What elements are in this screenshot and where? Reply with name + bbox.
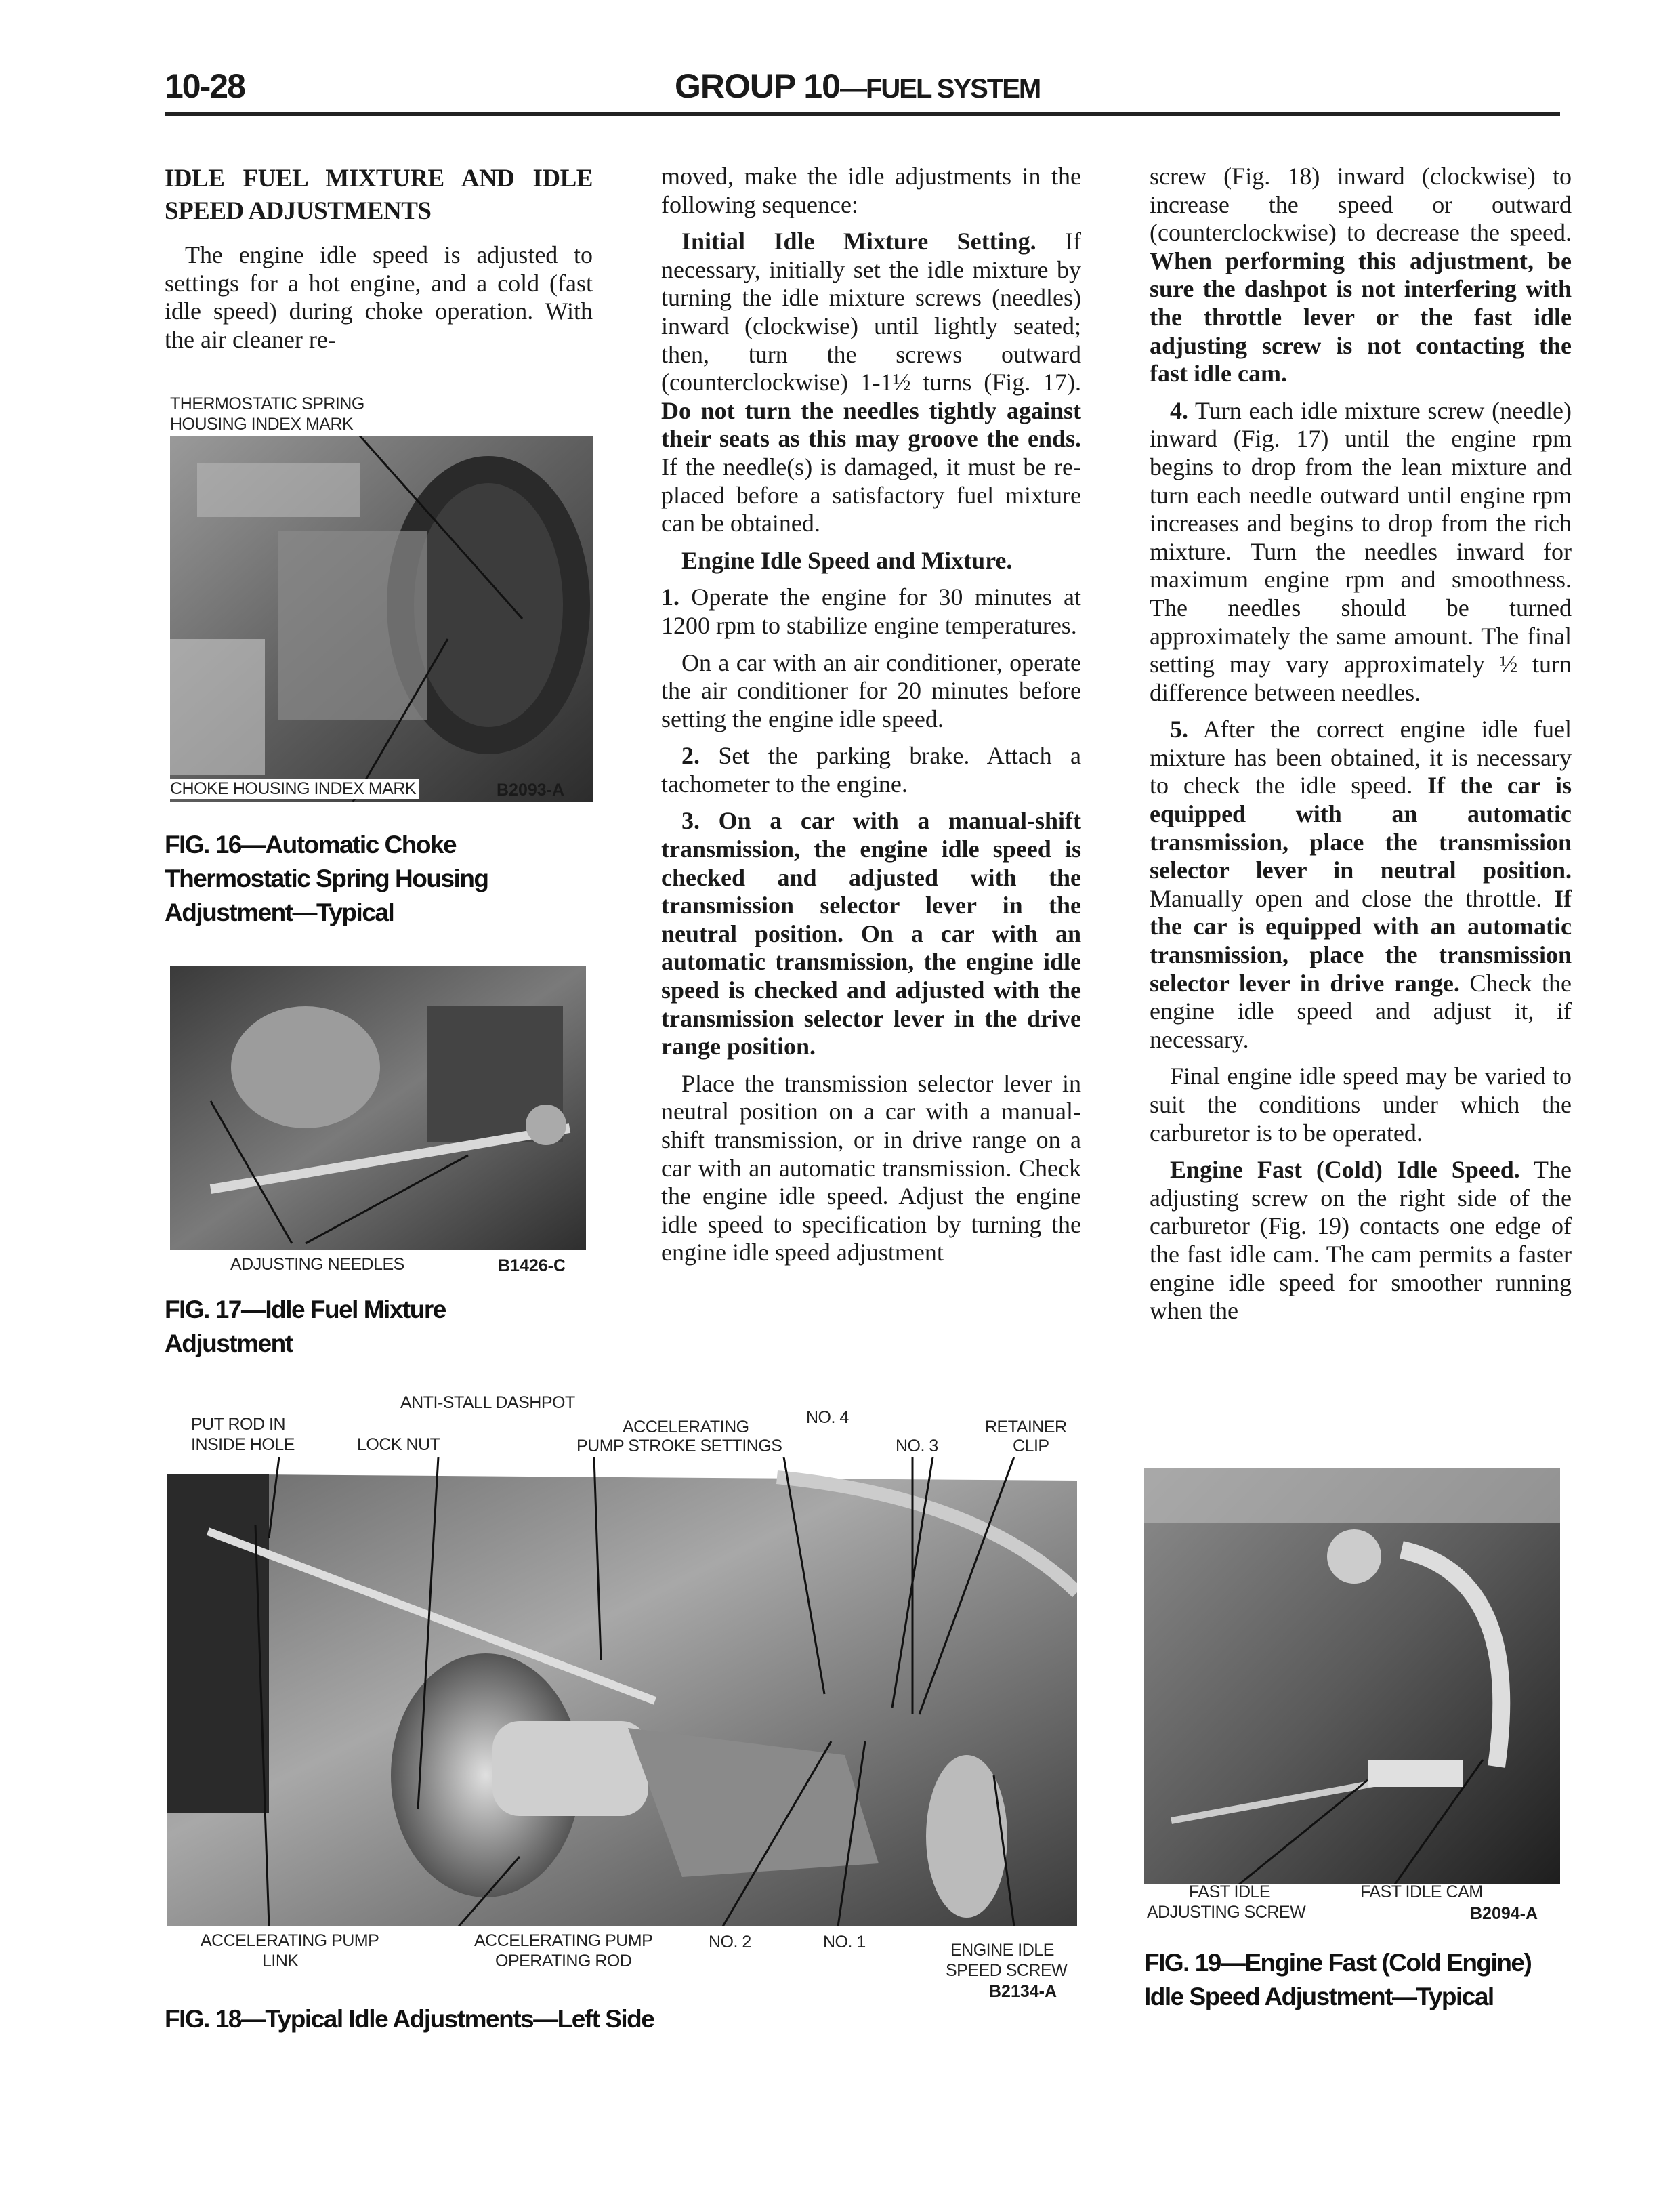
fig18-label-stroke-1: ACCELERATING xyxy=(623,1418,749,1437)
paragraph xyxy=(661,163,1081,219)
fig19-label-fast-idle-2: ADJUSTING SCREW xyxy=(1147,1903,1306,1922)
fig17-code: B1426-C xyxy=(498,1256,566,1275)
text-run: If necessary, initially set the idle mixture by turning the idle mixture screws (needles) inward (clockwise) until lightly seated; then, turn the screws outward (counterclockwise) 1-1½ turns (Fig. 17). xyxy=(661,228,1081,396)
fig17-photo xyxy=(170,966,586,1250)
fig18-label-stroke-2: PUMP STROKE SETTINGS xyxy=(576,1437,782,1456)
paragraph xyxy=(661,742,1081,798)
bold-text-run: Do not turn the needles tightly against their seats as this may groove the ends. xyxy=(661,396,1081,453)
paragraph xyxy=(1150,163,1572,388)
group-label: GROUP 10 xyxy=(675,67,840,105)
fig18-label-pump-rod-1: ACCELERATING PUMP xyxy=(474,1931,653,1950)
fig18-code: B2134-A xyxy=(989,1982,1057,2001)
text-run: The adjusting screw on the right side of the carburetor (Fig. 19) contacts one edge of the fast idle cam. The cam permits a faster engine idle speed for smoother running when the xyxy=(1150,1156,1572,1325)
paragraph xyxy=(661,583,1081,640)
col2-text xyxy=(661,163,1081,1267)
fig18-label-put-rod-1: PUT ROD IN xyxy=(191,1415,285,1434)
fig17-caption: FIG. 17—Idle Fuel Mixture Adjustment xyxy=(165,1296,446,1357)
text-run: screw (Fig. 18) inward (clockwise) to increase the speed or outward (counterclockwise) to decrease the speed. xyxy=(1150,163,1572,247)
paragraph xyxy=(1150,716,1572,1054)
fig19-caption: FIG. 19—Engine Fast (Cold Engine) Idle Speed Adjustment—Typical xyxy=(1144,1949,1532,2010)
bold-text-run: When performing this adjustment, be sure the dashpot is not interfering with the throttle lever or the fast idle adjusting screw is not contacting the fast idle cam. xyxy=(1150,247,1572,388)
text-run: After the correct engine idle fuel mixture has been obtained, it is necessary to check the idle speed. xyxy=(1150,716,1572,800)
fig19-photo xyxy=(1144,1468,1560,1884)
text-run: Turn each idle mixture screw (needle) inward (Fig. 17) until the engine rpm begins to drop from the lean mixture and turn each needle outward until engine rpm increases and begins to drop from the rich mixture. Turn the needles inward for maximum engine rpm and smoothness. The needles should be turned approximately the same amount. The final setting may vary approximately ½ turn difference between needles. xyxy=(1150,396,1572,706)
fig19-label-fast-idle-1: FAST IDLE xyxy=(1189,1882,1271,1901)
fig19-label-cam: FAST IDLE CAM xyxy=(1360,1882,1483,1901)
section-heading: IDLE FUEL MIXTURE AND IDLE SPEED ADJUSTMENTS xyxy=(165,165,593,225)
fig18-label-idle-screw-1: ENGINE IDLE xyxy=(950,1941,1054,1960)
paragraph xyxy=(661,649,1081,734)
fig16-label-index: HOUSING INDEX MARK xyxy=(170,415,354,434)
paragraph xyxy=(661,807,1081,1060)
bold-text-run: 4. xyxy=(1170,396,1188,424)
bold-text-run: Engine Idle Speed and Mixture. xyxy=(681,546,1013,574)
bold-text-run: Engine Fast (Cold) Idle Speed. xyxy=(1170,1156,1520,1184)
text-run: On a car with an air conditioner, operate the air conditioner for 20 minutes before setting the engine idle speed. xyxy=(661,648,1081,732)
header-rule xyxy=(165,112,1560,116)
fig18-label-dashpot: ANTI-STALL DASHPOT xyxy=(400,1393,575,1412)
fig18-label-retainer-2: CLIP xyxy=(1013,1437,1049,1456)
text-run: Manually open and close the throttle. xyxy=(1150,884,1554,912)
paragraph xyxy=(661,228,1081,538)
section-label: —FUEL SYSTEM xyxy=(839,74,1041,104)
bold-text-run: If the car is equipped with an automatic transmission, place the transmission selector lever in drive range. xyxy=(1150,884,1572,997)
fig16-caption: FIG. 16—Automatic Choke Thermostatic Spring Housing Adjustment—Typical xyxy=(165,831,488,926)
bold-text-run: Initial Idle Mixture Setting. xyxy=(681,228,1036,255)
fig17-label-needles: ADJUSTING NEEDLES xyxy=(230,1255,404,1274)
paragraph xyxy=(165,241,593,354)
text-run: Place the transmission selector lever in neutral position on a car with a manual-shift transmission, or in drive range on a car with an automatic transmission. Check the engine idle speed. Adjust the engine idle speed to specification by turning the engine idle speed adjustment xyxy=(661,1069,1081,1266)
col3-text xyxy=(1150,163,1572,1325)
fig18-label-no3: NO. 3 xyxy=(896,1437,938,1456)
text-run: If the needle(s) is damaged, it must be replaced before a satisfactory fuel mixture can be obtained. xyxy=(661,453,1081,537)
fig19-code: B2094-A xyxy=(1470,1904,1538,1923)
paragraph xyxy=(661,1070,1081,1267)
fig18-label-pump-link-1: ACCELERATING PUMP xyxy=(201,1931,379,1950)
fig16-label-choke: CHOKE HOUSING INDEX MARK xyxy=(170,779,419,799)
text-run: Operate the engine for 30 minutes at 1200 rpm to stabilize engine temperatures. xyxy=(661,583,1081,639)
page-number: 10-28 xyxy=(165,67,245,105)
column-1 xyxy=(165,163,593,363)
fig16-photo xyxy=(170,436,593,802)
text-run: Set the parking brake. Attach a tachometer to the engine. xyxy=(661,742,1081,798)
fig18-caption: FIG. 18—Typical Idle Adjustments—Left Side xyxy=(165,2005,654,2033)
fig18-label-put-rod-2: INSIDE HOLE xyxy=(191,1435,295,1454)
col1-text xyxy=(165,241,593,354)
paragraph xyxy=(1150,397,1572,707)
paragraph xyxy=(1150,1062,1572,1147)
text-run: Check the engine idle speed and adjust it, if necessary. xyxy=(1150,969,1572,1053)
bold-text-run: If the car is equipped with an automatic transmission, place the transmission selector lever in neutral position. xyxy=(1150,772,1572,884)
column-2 xyxy=(661,163,1081,1276)
bold-text-run: 1. xyxy=(661,583,679,611)
bold-text-run: 3. On a car with a manual-shift transmission, the engine idle speed is checked and adjusted with the transmission selector lever in the neutral position. On a car with an automatic transmission, the engine idle speed is checked and adjusted with the transmission selector lever in the drive range position. xyxy=(661,807,1081,1060)
text-run: The engine idle speed is adjusted to settings for a hot engine, and a cold (fast idle speed) during choke operation. With the air cleaner re- xyxy=(165,241,593,353)
column-3 xyxy=(1150,163,1572,1334)
paragraph xyxy=(1150,1156,1572,1325)
fig18-label-lock-nut: LOCK NUT xyxy=(357,1435,440,1454)
paragraph xyxy=(661,547,1081,575)
bold-text-run: 5. xyxy=(1170,716,1188,743)
fig16-label-spring: THERMOSTATIC SPRING xyxy=(170,394,364,413)
page-title xyxy=(675,66,1040,106)
text-run: moved, make the idle adjustments in the following sequence: xyxy=(661,163,1081,218)
text-run: Final engine idle speed may be varied to suit the conditions under which the carburetor is to be operated. xyxy=(1150,1062,1572,1147)
fig18-label-pump-rod-2: OPERATING ROD xyxy=(495,1952,632,1970)
fig18-label-no2: NO. 2 xyxy=(709,1933,751,1952)
fig18-photo xyxy=(167,1457,1077,1926)
fig16-code: B2093-A xyxy=(497,781,565,800)
bold-text-run: 2. xyxy=(681,742,700,770)
fig18-label-no4: NO. 4 xyxy=(806,1408,849,1427)
fig18-label-no1: NO. 1 xyxy=(823,1933,866,1952)
fig18-label-idle-screw-2: SPEED SCREW xyxy=(946,1961,1068,1980)
fig18-label-retainer-1: RETAINER xyxy=(985,1418,1067,1437)
fig18-label-pump-link-2: LINK xyxy=(262,1952,299,1970)
